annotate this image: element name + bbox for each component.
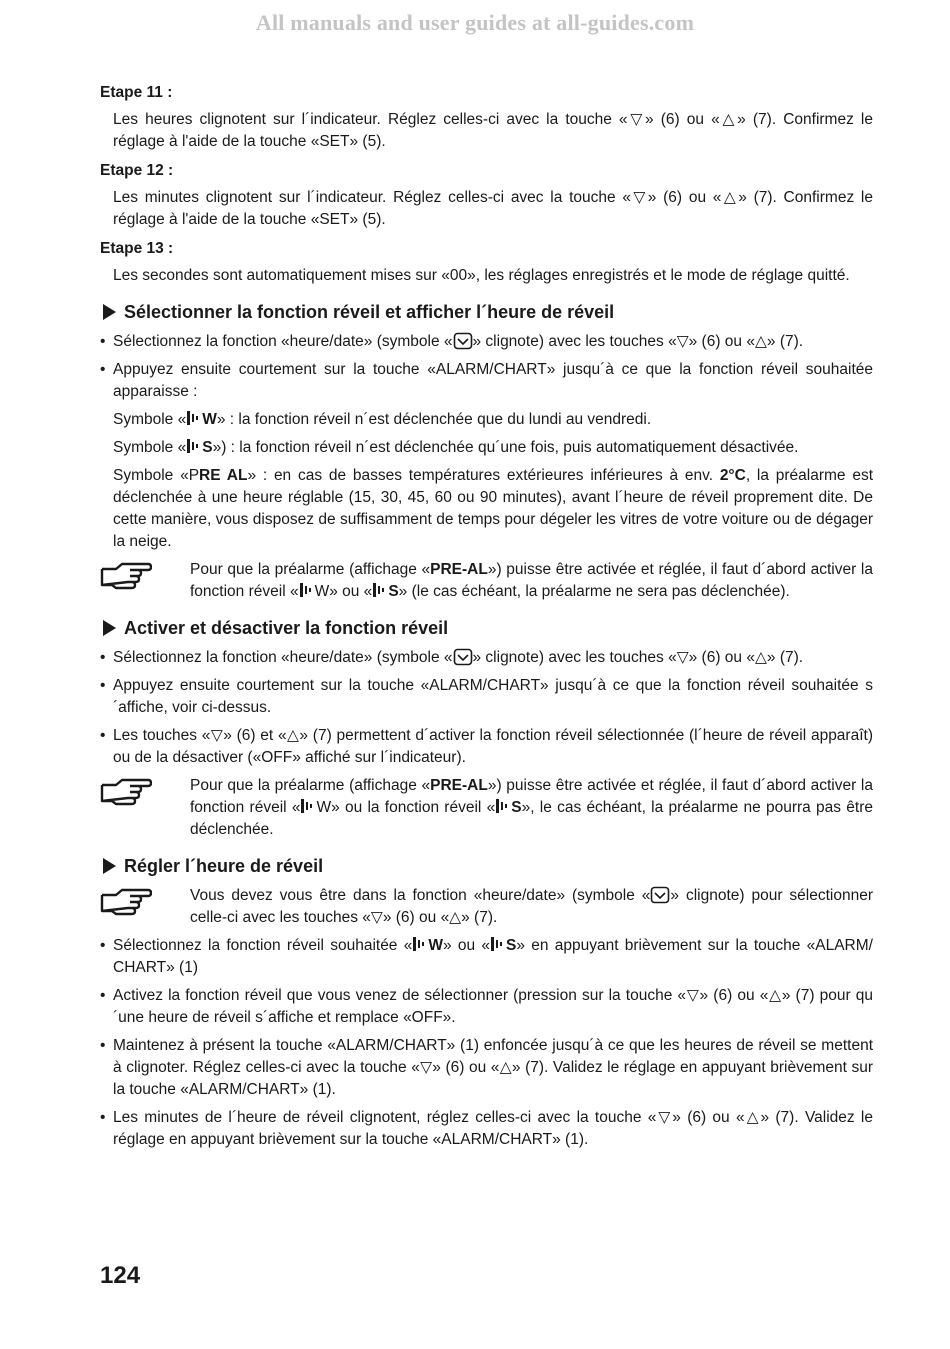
alarm-bell-icon — [299, 581, 315, 599]
symbol-s-description: Symbole « S») : la fonction réveil n´est déclenchée qu´une fois, puis automatiquement désactivée. — [113, 439, 799, 456]
note-block — [100, 885, 873, 929]
page-content — [100, 82, 873, 1157]
step-12-text: Les minutes clignotent sur l´indicateur. Réglez celles-ci avec la touche «▽» (6) ou «△» (7). Confirmez le réglage à l'aide de la touche «SET» (5). — [113, 189, 873, 228]
list-item: • Sélectionnez la fonction réveil souhaitée « W» ou « S» en appuyant brièvement sur la touche «ALARM/ CHART» (1) — [100, 935, 873, 979]
alarm-bell-icon — [495, 797, 511, 815]
alarm-bell-icon — [186, 409, 202, 427]
list-item: • Activez la fonction réveil que vous venez de sélectionner (pression sur la touche «▽» (6) ou «△» (7) pour qu´une heure de réveil s´affiche et remplace «OFF». — [100, 985, 873, 1029]
pointing-hand-icon — [100, 559, 190, 603]
step-11-text: Les heures clignotent sur l´indicateur. Réglez celles-ci avec la touche «▽» (6) ou «△» (7). Confirmez le réglage à l'aide de la touche «SET» (5). — [113, 111, 873, 150]
clock-symbol-icon — [453, 332, 473, 350]
note-text: Pour que la préalarme (affichage «PRE-AL») puisse être activée et réglée, il faut d´abord activer la fonction réveil « W» ou la fonction réveil « S», le cas échéant, la préalarme ne pourra pas être déclenchée. — [190, 777, 873, 838]
note-block — [100, 559, 873, 603]
alarm-bell-icon — [372, 581, 388, 599]
list-item: • Maintenez à présent la touche «ALARM/CHART» (1) enfoncée jusqu´à ce que les heures de réveil se mettent à clignoter. Réglez celles-ci avec la touche «▽» (6) ou «△» (7). Validez le réglage en appuyant brièvement sur la touche «ALARM/CHART» (1). — [100, 1035, 873, 1101]
list-item: • Les minutes de l´heure de réveil clignotent, réglez celles-ci avec la touche «▽» (6) ou «△» (7). Validez le réglage en appuyant brièvement sur la touche «ALARM/CHART» (1). — [100, 1107, 873, 1151]
section-heading-toggle-alarm — [100, 617, 873, 639]
alarm-bell-icon — [300, 797, 316, 815]
list-item: • Appuyez ensuite courtement sur la touche «ALARM/CHART» jusqu´à ce que la fonction réveil souhaitée s´affiche, voir ci-dessus. — [100, 675, 873, 719]
watermark: All manuals and user guides at all-guides.com — [255, 10, 695, 35]
clock-symbol-icon — [650, 886, 670, 904]
note-text: Pour que la préalarme (affichage «PRE-AL») puisse être activée et réglée, il faut d´abord activer la fonction réveil « W» ou « S» (le cas échéant, la préalarme ne sera pas déclenchée). — [190, 561, 873, 600]
list-item: • Appuyez ensuite courtement sur la touche «ALARM/CHART» jusqu´à ce que la fonction réveil souhaitée apparaisse : — [100, 359, 873, 403]
step-12-title: Etape 12 : — [100, 162, 174, 179]
pointing-hand-icon — [100, 775, 190, 841]
section-title: Activer et désactiver la fonction réveil — [124, 618, 449, 638]
symbol-preal-description: Symbole «PRE AL» : en cas de basses températures extérieures inférieures à env. 2°C, la préalarme est déclenchée à une heure réglable (15, 30, 45, 60 ou 90 minutes), avant l´heure de réveil proprement dite. De cette manière, vous disposez de suffisamment de temps pour dégeler les vitres de votre voiture ou de dégager la neige. — [113, 467, 873, 550]
pointing-hand-icon — [100, 885, 190, 929]
note-text: Vous devez vous être dans la fonction «heure/date» (symbole « » clignote) pour sélectionner celle-ci avec les touches «▽» (6) ou «△» (7). — [190, 887, 873, 926]
step-11-title: Etape 11 : — [100, 84, 173, 101]
note-block — [100, 775, 873, 841]
alarm-bell-icon — [412, 935, 428, 953]
alarm-bell-icon — [186, 437, 202, 455]
section-title: Régler l´heure de réveil — [124, 856, 324, 876]
triangle-bullet-icon — [103, 858, 116, 874]
list-item: • Sélectionnez la fonction «heure/date» (symbole « » clignote) avec les touches «▽» (6) ou «△» (7). — [100, 331, 873, 353]
triangle-bullet-icon — [103, 304, 116, 320]
page-number: 124 — [100, 1262, 141, 1289]
section-heading-set-alarm — [100, 855, 873, 877]
symbol-w-description: Symbole « W» : la fonction réveil n´est déclenchée que du lundi au vendredi. — [113, 411, 652, 428]
section-title: Sélectionner la fonction réveil et afficher l´heure de réveil — [124, 302, 615, 322]
step-13-title: Etape 13 : — [100, 240, 174, 257]
step-13-text: Les secondes sont automatiquement mises sur «00», les réglages enregistrés et le mode de réglage quitté. — [113, 267, 850, 284]
list-item: • Sélectionnez la fonction «heure/date» (symbole « » clignote) avec les touches «▽» (6) ou «△» (7). — [100, 647, 873, 669]
triangle-bullet-icon — [103, 620, 116, 636]
alarm-bell-icon — [490, 935, 506, 953]
list-item: • Les touches «▽» (6) et «△» (7) permettent d´activer la fonction réveil sélectionnée (l´heure de réveil apparaît) ou de la désactiver («OFF» affiché sur l´indicateur). — [100, 725, 873, 769]
clock-symbol-icon — [453, 648, 473, 666]
section-heading-select-alarm — [100, 301, 873, 323]
